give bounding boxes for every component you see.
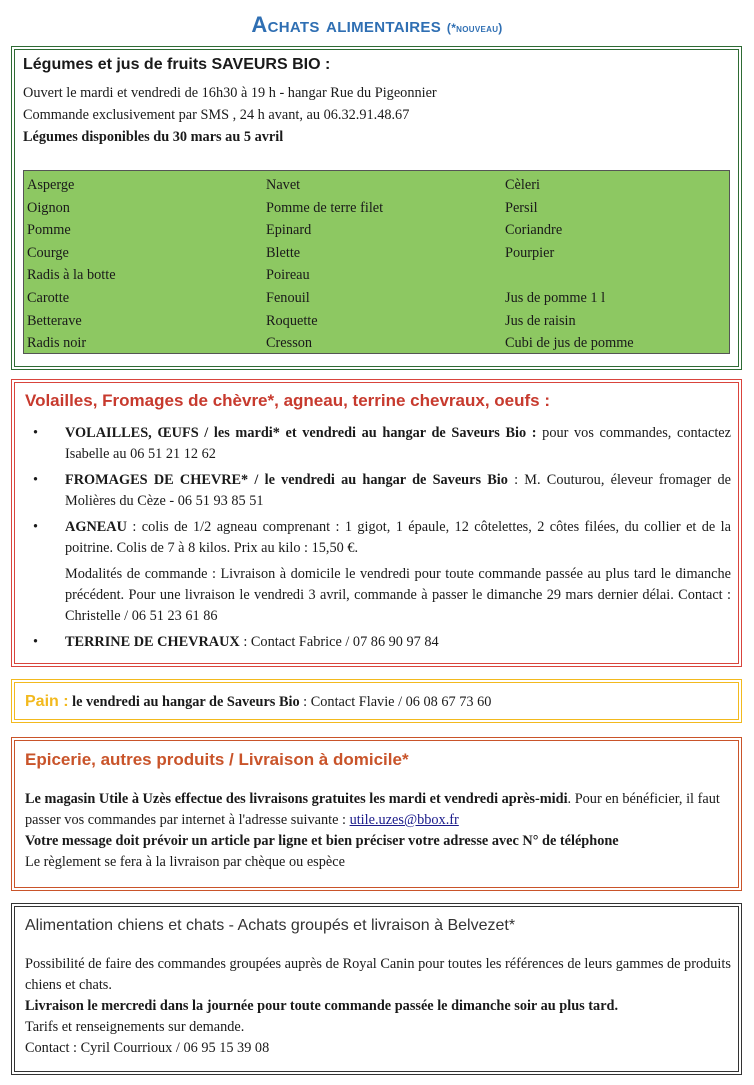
- vegetable-item: Roquette: [266, 312, 318, 329]
- item-heading: VOLAILLES, ŒUFS / les mardi* et vendredi au hangar de Saveurs Bio :: [65, 425, 537, 441]
- vegetable-column-1: [27, 174, 116, 355]
- vegetable-item: [505, 264, 634, 287]
- animaux-description: Possibilité de faire des commandes groupées auprès de Royal Canin pour toutes les références de leurs gammes de produits chiens et chats.: [25, 956, 731, 993]
- vegetable-item: Persil: [505, 199, 538, 216]
- volailles-section: [11, 379, 742, 667]
- vegetable-item: Navet: [266, 177, 301, 193]
- volailles-list: [25, 423, 731, 658]
- list-item: [25, 632, 731, 653]
- item-text: pour vos commandes, contactez Isabelle au 06 51 21 12 62: [65, 425, 731, 462]
- vegetable-item: Cèleri: [505, 177, 540, 193]
- list-item: [25, 470, 731, 512]
- vegetable-item: Jus de pomme 1 l: [505, 289, 606, 306]
- vegetable-item: Asperge: [27, 177, 75, 193]
- vegetable-item: Courge: [27, 244, 69, 261]
- item-text: : colis de 1/2 agneau comprenant : 1 gigot, 1 épaule, 12 côtelettes, 2 côtes filées, du collier et de la poitrine. Colis de 7 à 8 kilos. Prix au kilo : 15,50 €.: [65, 519, 731, 556]
- legumes-title: Légumes et jus de fruits SAVEURS BIO :: [23, 56, 331, 73]
- vegetable-item: Epinard: [266, 222, 312, 239]
- vegetable-item: Poireau: [266, 267, 310, 284]
- epicerie-text: . Pour en bénéficier, il faut passer vos commandes par internet à l'adresse suivante :: [25, 791, 720, 828]
- page-title: [0, 12, 754, 38]
- epicerie-heading: Le magasin Utile à Uzès effectue des livraisons gratuites les mardi et vendredi après-midi: [25, 791, 568, 807]
- item-heading: TERRINE DE CHEVRAUX: [65, 634, 240, 650]
- animaux-title: Alimentation chiens et chats - Achats groupés et livraison à Belvezet*: [25, 917, 516, 934]
- vegetable-item: Pomme de terre filet: [266, 199, 384, 216]
- vegetable-item: Radis à la botte: [27, 267, 116, 284]
- vegetable-item: Cresson: [266, 335, 313, 352]
- vegetable-item: Pomme: [27, 222, 71, 239]
- epicerie-title: Epicerie, autres produits / Livraison à domicile*: [25, 750, 409, 769]
- legumes-section: [11, 46, 742, 370]
- list-item: [25, 517, 731, 559]
- legumes-availability: Légumes disponibles du 30 mars au 5 avril: [23, 129, 284, 145]
- page-title-note: (*nouveau): [446, 21, 503, 35]
- epicerie-instructions: Votre message doit prévoir un article par ligne et bien préciser votre adresse avec N° de téléphone: [25, 833, 619, 849]
- volailles-title: Volailles, Fromages de chèvre*, agneau, terrine chevraux, oeufs :: [25, 391, 550, 410]
- legumes-hours: Ouvert le mardi et vendredi de 16h30 à 19 h - hangar Rue du Pigeonnier: [23, 85, 437, 101]
- item-heading: AGNEAU: [65, 519, 127, 535]
- bullet-icon: •: [33, 472, 39, 488]
- item-text: : Contact Fabrice / 07 86 90 97 84: [239, 634, 439, 650]
- vegetable-item: Betterave: [27, 312, 82, 329]
- epicerie-payment: Le règlement se fera à la livraison par chèque ou espèce: [25, 854, 345, 870]
- animaux-contact: Contact : Cyril Courrioux / 06 95 15 39 08: [25, 1040, 270, 1056]
- item-text: : M. Couturou, éleveur fromager de Molières du Cèze - 06 51 93 85 51: [65, 472, 731, 509]
- bullet-icon: •: [33, 634, 39, 650]
- animaux-section: [11, 903, 742, 1075]
- animaux-info: Tarifs et renseignements sur demande.: [25, 1019, 245, 1035]
- vegetable-item: Coriandre: [505, 222, 563, 239]
- item-heading: FROMAGES DE CHEVRE* / le vendredi au hangar de Saveurs Bio: [65, 472, 508, 488]
- vegetable-item: Radis noir: [27, 335, 87, 352]
- page-title-text: Achats alimentaires: [251, 12, 442, 37]
- vegetable-column-3: [505, 174, 634, 355]
- vegetable-list: [23, 170, 730, 354]
- vegetable-item: Oignon: [27, 199, 70, 216]
- bullet-icon: •: [33, 519, 39, 535]
- pain-label: Pain :: [25, 693, 69, 710]
- vegetable-item: Carotte: [27, 289, 70, 306]
- bullet-icon: •: [33, 425, 39, 441]
- vegetable-item: Jus de raisin: [505, 312, 576, 329]
- modalites-text: Modalités de commande : Livraison à domicile le vendredi pour toute commande passée au plus tard le dimanche précédent. Pour une livraison le vendredi 3 avril, commande à passer le dimanche 29 mars dernier délai. Contact : Christelle / 06 51 23 61 86: [65, 566, 731, 624]
- vegetable-item: Pourpier: [505, 244, 555, 261]
- pain-text: : Contact Flavie / 06 08 67 73 60: [299, 694, 492, 710]
- legumes-order-info: Commande exclusivement par SMS , 24 h avant, au 06.32.91.48.67: [23, 107, 410, 123]
- vegetable-item: Fenouil: [266, 289, 310, 306]
- list-item: [25, 423, 731, 465]
- email-link[interactable]: utile.uzes@bbox.fr: [349, 812, 459, 828]
- vegetable-item: Blette: [266, 244, 301, 261]
- epicerie-paragraph: [25, 789, 731, 831]
- epicerie-section: [11, 737, 742, 891]
- vegetable-column-2: [266, 174, 383, 355]
- animaux-delivery: Livraison le mercredi dans la journée pour toute commande passée le dimanche soir au plus tard.: [25, 998, 619, 1014]
- vegetable-item: Cubi de jus de pomme: [505, 335, 634, 352]
- pain-heading: le vendredi au hangar de Saveurs Bio: [72, 694, 300, 710]
- pain-section: [11, 679, 742, 723]
